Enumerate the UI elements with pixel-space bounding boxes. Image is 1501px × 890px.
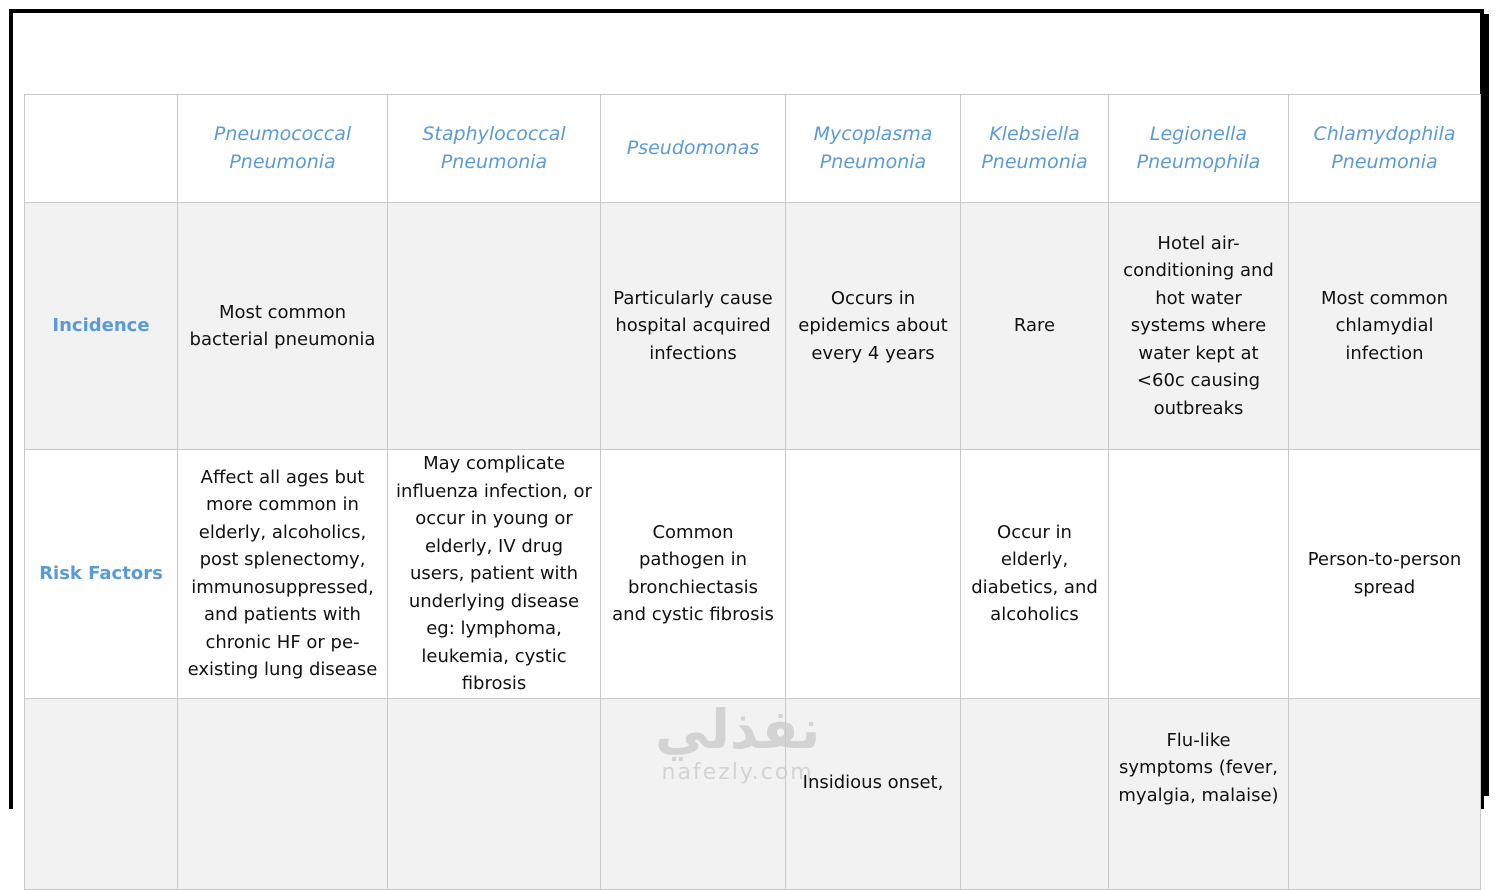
page-shadow bbox=[1484, 14, 1489, 796]
header-pseudomonas: Pseudomonas bbox=[601, 95, 786, 203]
table-row bbox=[25, 698, 1481, 889]
header-mycoplasma: Mycoplasma Pneumonia bbox=[786, 95, 961, 203]
pneumonia-comparison-table bbox=[24, 94, 1481, 890]
table-cell: Particularly cause hospital acquired infections bbox=[601, 203, 786, 450]
table-cell bbox=[786, 450, 961, 699]
table-cell: Hotel air-conditioning and hot water systems where water kept at <60c causing outbreaks bbox=[1109, 203, 1289, 450]
table-cell bbox=[961, 698, 1109, 889]
header-chlamydophila: Chlamydophila Pneumonia bbox=[1289, 95, 1481, 203]
table-cell bbox=[1289, 698, 1481, 889]
table-cell bbox=[178, 698, 388, 889]
table-cell: May complicate influenza infection, or occur in young or elderly, IV drug users, patient with underlying disease eg: lymphoma, leukemia, cystic fibrosis bbox=[388, 450, 601, 699]
row-label-incidence: Incidence bbox=[25, 203, 178, 450]
table-cell: Most common chlamydial infection bbox=[1289, 203, 1481, 450]
table-row bbox=[25, 203, 1481, 450]
table-cell: Occurs in epidemics about every 4 years bbox=[786, 203, 961, 450]
table-cell: Common pathogen in bronchiectasis and cystic fibrosis bbox=[601, 450, 786, 699]
row-label-partial bbox=[25, 698, 178, 889]
table-cell bbox=[388, 698, 601, 889]
table-cell: Rare bbox=[961, 203, 1109, 450]
header-klebsiella: Klebsiella Pneumonia bbox=[961, 95, 1109, 203]
table-cell: Most common bacterial pneumonia bbox=[178, 203, 388, 450]
table-row bbox=[25, 450, 1481, 699]
table-cell: Insidious onset, bbox=[786, 698, 961, 889]
row-label-risk-factors: Risk Factors bbox=[25, 450, 178, 699]
watermark-latin: nafezly.com bbox=[661, 760, 814, 785]
header-pneumococcal: Pneumococcal Pneumonia bbox=[178, 95, 388, 203]
header-staphylococcal: Staphylococcal Pneumonia bbox=[388, 95, 601, 203]
header-legionella: Legionella Pneumophila bbox=[1109, 95, 1289, 203]
watermark-arabic: نفذلي bbox=[655, 698, 821, 761]
table-cell bbox=[601, 698, 786, 889]
header-row bbox=[25, 95, 1481, 203]
table-cell: Occur in elderly, diabetics, and alcoholics bbox=[961, 450, 1109, 699]
header-empty bbox=[25, 95, 178, 203]
table-cell: Affect all ages but more common in elderly, alcoholics, post splenectomy, immunosuppressed, and patients with chronic HF or pe-existing lung disease bbox=[178, 450, 388, 699]
table-cell bbox=[1109, 450, 1289, 699]
table-cell: Person-to-person spread bbox=[1289, 450, 1481, 699]
table-cell bbox=[388, 203, 601, 450]
table-cell: Flu-like symptoms (fever, myalgia, malaise) bbox=[1109, 698, 1289, 889]
